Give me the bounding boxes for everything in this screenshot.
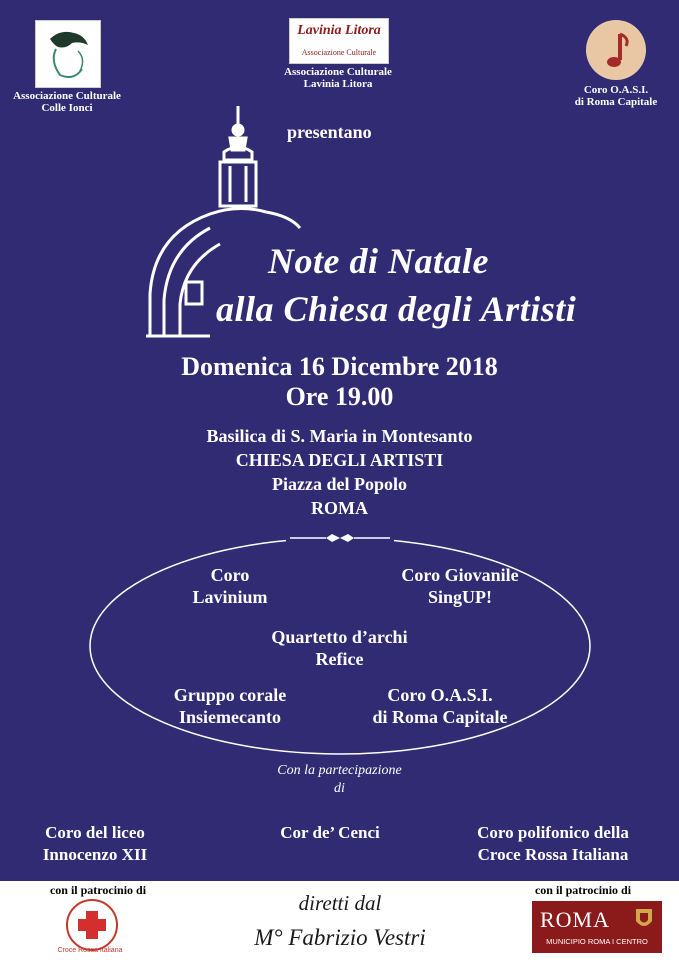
participation-line2: di — [334, 781, 345, 796]
event-time: Ore 19.00 — [285, 382, 394, 411]
lavinia-litora-logo — [289, 18, 389, 64]
title-line2: alla Chiesa degli Artisti — [216, 289, 577, 329]
presentano-text: presentano — [287, 122, 372, 142]
right-assoc-line1: Coro O.A.S.I. — [583, 84, 649, 96]
bird-icon — [36, 21, 100, 87]
left-assoc-line2: Colle Ionci — [41, 102, 93, 114]
guest-croce-rossa-line1: Coro polifonico della — [477, 823, 629, 842]
group-lavinium-line2: Lavinium — [192, 587, 268, 607]
center-assoc-text — [258, 66, 418, 90]
red-cross-icon — [68, 901, 116, 949]
venue-line4: ROMA — [311, 498, 368, 518]
directed-line2: M° Fabrizio Vestri — [254, 925, 426, 950]
guest-innocenzo — [10, 822, 180, 866]
group-insiemecanto — [140, 684, 320, 728]
roma-word: ROMA — [540, 907, 611, 932]
group-singup — [360, 564, 560, 608]
guest-innocenzo-line2: Innocenzo XII — [42, 845, 148, 864]
guest-innocenzo-line1: Coro del liceo — [45, 823, 145, 842]
guest-cenci — [250, 822, 410, 844]
left-assoc-line1: Associazione Culturale — [13, 90, 121, 102]
group-insiemecanto-line2: Insiemecanto — [179, 707, 281, 727]
lavinia-logo-title: Lavinia Litora — [297, 23, 381, 38]
directed-line1: diretti dal — [298, 891, 382, 915]
group-refice-line2: Refice — [315, 649, 364, 669]
guest-cenci-line1: Cor de’ Cenci — [280, 823, 380, 842]
participation-text — [0, 762, 679, 798]
lavinia-logo-sub: Associazione Culturale — [301, 48, 377, 57]
roma-municipio-logo — [532, 901, 662, 953]
venue-line3: Piazza del Popolo — [272, 474, 407, 494]
left-assoc-text — [0, 90, 134, 114]
title-line1: Note di Natale — [268, 241, 489, 281]
group-lavinium — [150, 564, 310, 608]
guest-croce-rossa — [440, 822, 666, 866]
roma-sub: MUNICIPIO ROMA I CENTRO — [546, 937, 648, 946]
colle-ionci-logo — [35, 20, 101, 88]
group-oasi-line2: di Roma Capitale — [372, 707, 508, 727]
music-note-icon — [586, 20, 646, 80]
right-patronage-text: con il patrocinio di — [534, 883, 632, 897]
group-refice — [0, 626, 679, 670]
group-lavinium-line1: Coro — [210, 565, 250, 585]
guest-croce-rossa-line2: Croce Rossa Italiana — [477, 845, 629, 864]
venue-line2: CHIESA DEGLI ARTISTI — [235, 450, 444, 470]
right-assoc-text — [556, 84, 676, 108]
center-assoc-line2: Lavinia Litora — [303, 78, 373, 90]
group-singup-line2: SingUP! — [427, 587, 492, 607]
group-insiemecanto-line1: Gruppo corale — [173, 685, 287, 705]
group-refice-line1: Quartetto d’archi — [271, 627, 408, 647]
cor-oasi-logo — [586, 20, 646, 80]
participation-line1: Con la partecipazione — [277, 763, 402, 778]
group-oasi-line1: Coro O.A.S.I. — [387, 685, 493, 705]
right-assoc-line2: di Roma Capitale — [574, 96, 658, 108]
venue-line1: Basilica di S. Maria in Montesanto — [206, 426, 473, 446]
croce-rossa-caption: Croce Rossa Italiana — [57, 947, 123, 954]
venue-block — [0, 424, 679, 520]
roma-crest-icon — [634, 907, 654, 931]
center-assoc-line1: Associazione Culturale — [284, 66, 392, 78]
left-patronage-text: con il patrocinio di — [49, 883, 147, 897]
group-oasi — [340, 684, 540, 728]
footer-band — [0, 881, 679, 960]
croce-rossa-logo — [66, 899, 118, 951]
event-date: Domenica 16 Dicembre 2018 — [181, 352, 498, 381]
group-singup-line1: Coro Giovanile — [401, 565, 519, 585]
